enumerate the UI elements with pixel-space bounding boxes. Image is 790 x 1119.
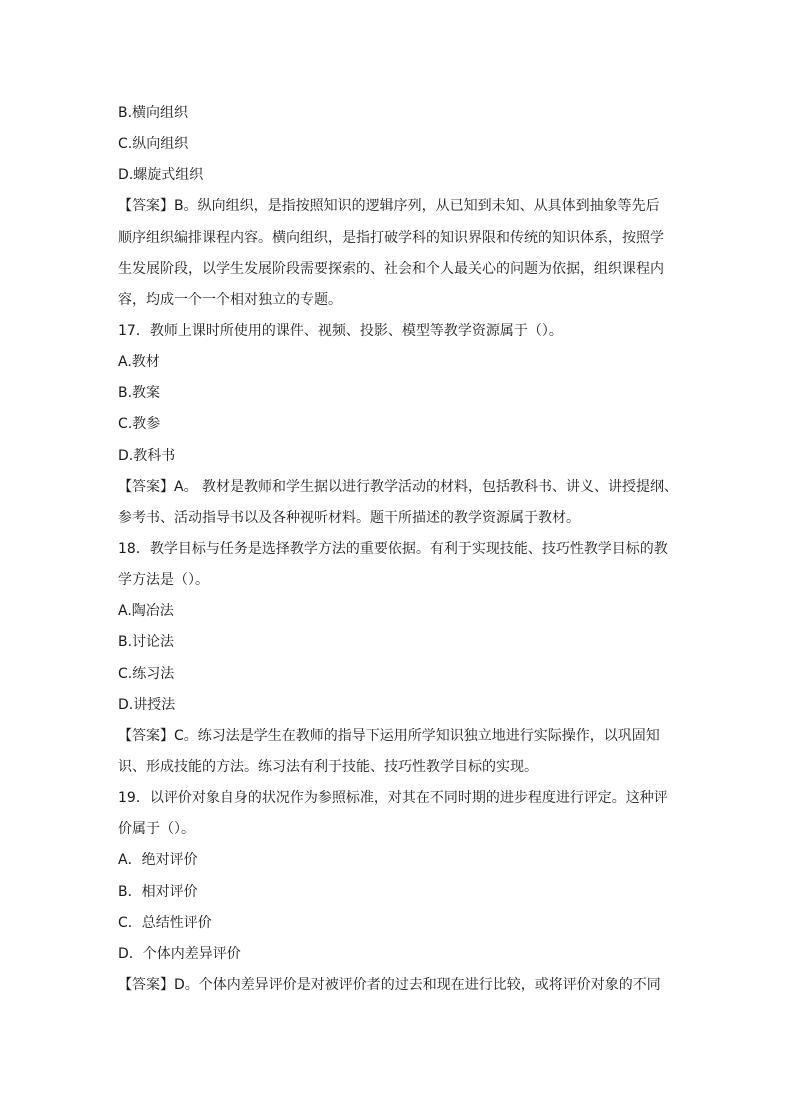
option-c: C.教参 [118,416,161,432]
option-c: C.练习法 [118,666,175,682]
option-b: B．相对评价 [118,884,198,900]
question-17: 17．教师上课时所使用的课件、视频、投影、模型等教学资源属于（）。 [118,323,563,339]
question-19: 19．以评价对象自身的状况作为参照标准，对其在不同时期的进步程度进行评定。这种评 [118,790,668,806]
option-c: C．总结性评价 [118,915,212,931]
option-a: A．绝对评价 [118,852,198,868]
answer-text: 【答案】D。个体内差异评价是对被评价者的过去和现在进行比较，或将评价对象的不同 [118,977,661,993]
option-d: D.教科书 [118,448,176,464]
answer-text: 顺序组织编排课程内容。横向组织，是指打破学科的知识界限和传统的知识体系，按照学 [118,230,664,246]
answer-text: 生发展阶段，以学生发展阶段需要探索的、社会和个人最关心的问题为依据，组织课程内 [118,261,664,277]
question-18-continued: 学方法是（）。 [118,572,209,588]
option-a: A.陶冶法 [118,603,174,619]
answer-text: 【答案】A。 教材是教师和学生据以进行教学活动的材料，包括教科书、讲义、讲授提纲、 [118,479,678,495]
answer-text: 参考书、活动指导书以及各种视听材料。题干所描述的教学资源属于教材。 [118,510,580,526]
option-d: D.讲授法 [118,697,176,713]
question-18: 18．教学目标与任务是选择教学方法的重要依据。有利于实现技能、技巧性教学目标的教 [118,541,668,557]
option-d: D.螺旋式组织 [118,167,204,183]
answer-text: 容，均成一个一个相对独立的专题。 [118,292,342,308]
answer-text: 【答案】B。纵向组织，是指按照知识的逻辑序列，从已知到未知、从具体到抽象等先后 [118,198,660,214]
option-b: B.讨论法 [118,634,175,650]
answer-text: 识、形成技能的方法。练习法有利于技能、技巧性教学目标的实现。 [118,759,538,775]
option-c: C.纵向组织 [118,136,189,152]
option-d: D．个体内差异评价 [118,946,241,962]
question-19-continued: 价属于（）。 [118,821,195,837]
option-a: A.教材 [118,354,160,370]
answer-text: 【答案】C。练习法是学生在教师的指导下运用所学知识独立地进行实际操作，以巩固知 [118,728,660,744]
option-b: B.横向组织 [118,105,189,121]
option-b: B.教案 [118,385,161,401]
